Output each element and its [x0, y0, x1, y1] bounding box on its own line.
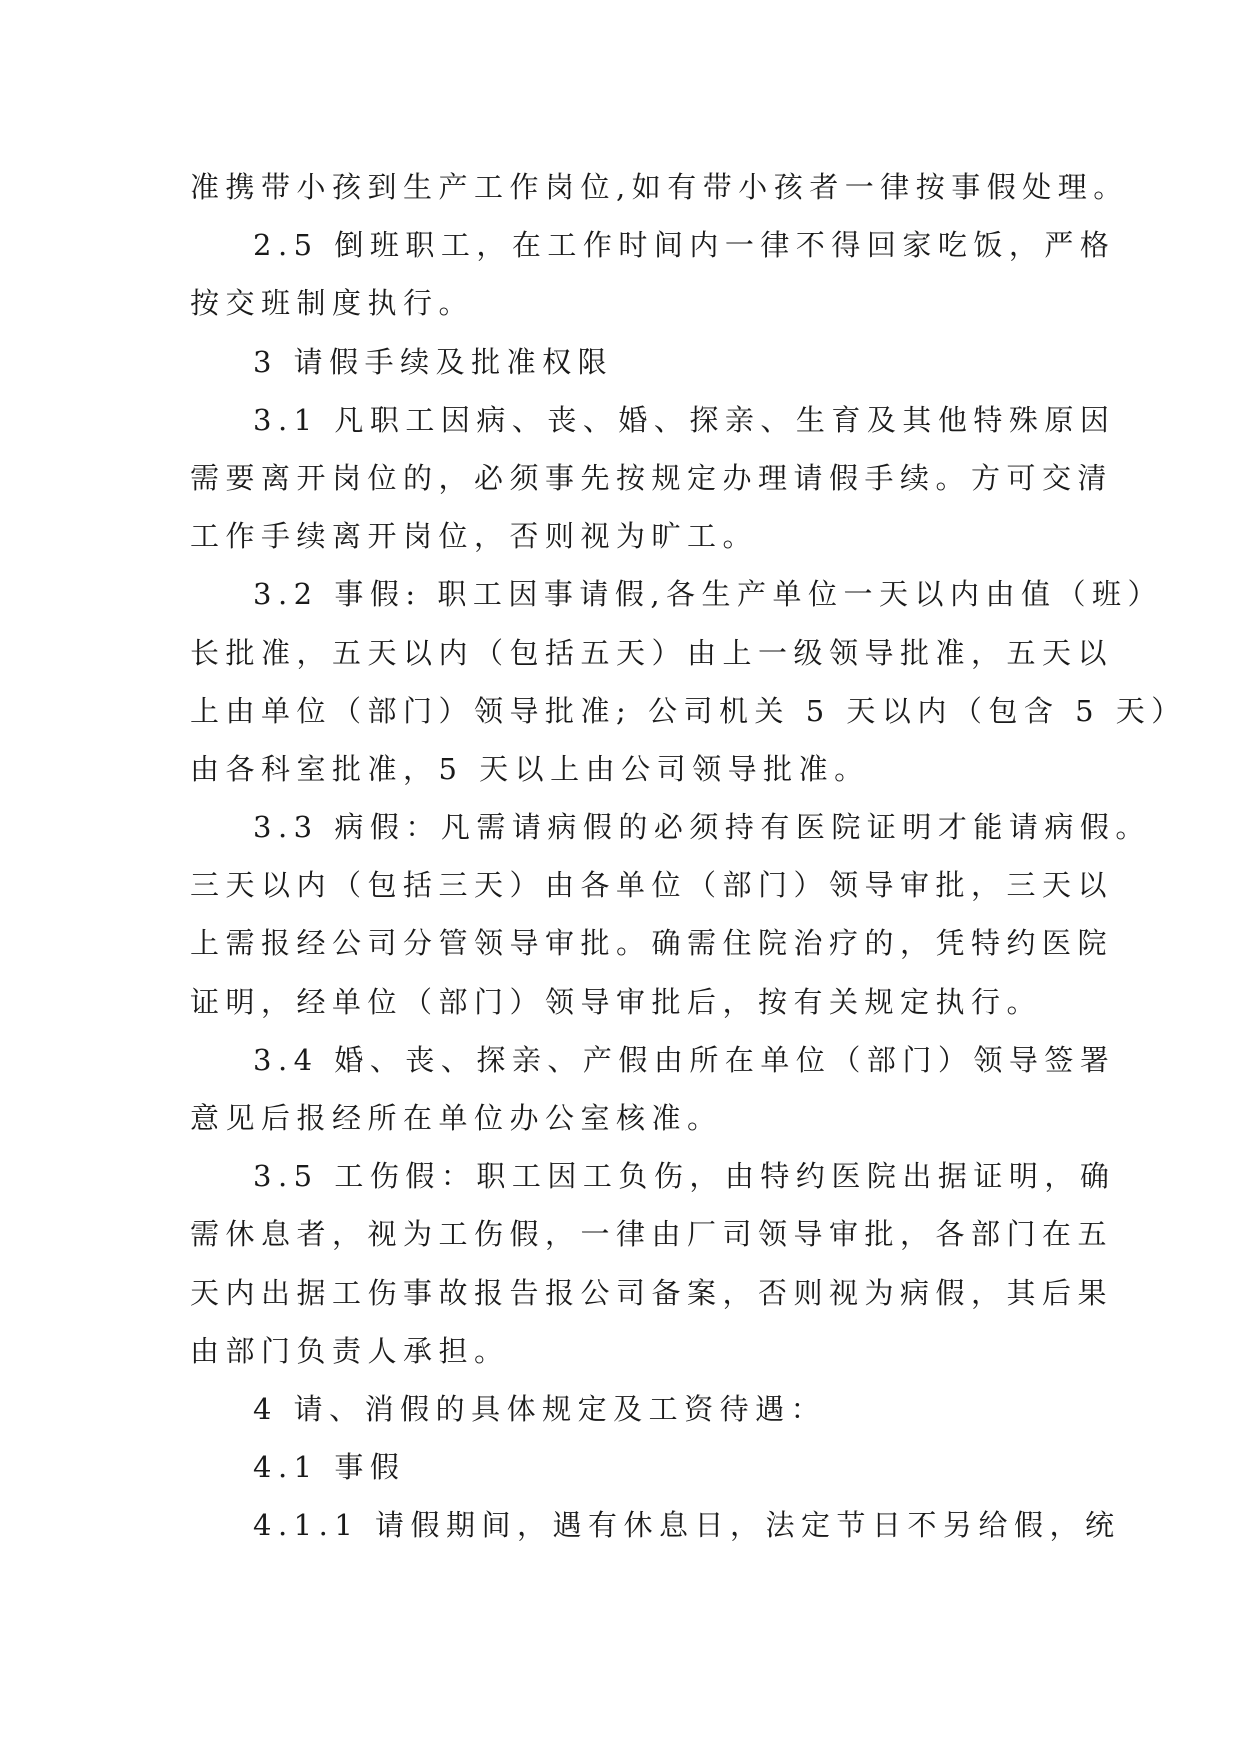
text-line-5: 3.1 凡职工因病、丧、婚、探亲、生育及其他特殊原因	[253, 402, 1116, 437]
text-line-1: 准携带小孩到生产工作岗位,如有带小孩者一律按事假处理。	[190, 170, 1129, 204]
text-line-18: 3.5 工伤假：职工因工负伤，由特约医院出据证明，确	[253, 1159, 1116, 1194]
section-heading-4-1: 4.1 事假	[253, 1450, 406, 1485]
text-line-12: 3.3 病假：凡需请病假的必须持有医院证明才能请病假。	[253, 810, 1151, 845]
text-line-10: 上由单位（部门）领导批准; 公司机关 5 天以内（包含 5 天）	[190, 693, 1187, 728]
document-body	[190, 158, 1187, 1555]
text-line-24: 4.1.1 请假期间，遇有休息日，法定节日不另给假，统	[253, 1508, 1121, 1543]
section-heading-4: 4 请、消假的具体规定及工资待遇：	[253, 1391, 827, 1426]
section-heading-3: 3 请假手续及批准权限	[253, 344, 614, 379]
text-line-16: 3.4 婚、丧、探亲、产假由所在单位（部门）领导签署	[253, 1042, 1116, 1077]
text-line-21: 由部门负责人承担。	[190, 1333, 510, 1368]
text-line-14: 上需报经公司分管领导审批。确需住院治疗的，凭特约医院	[190, 926, 1114, 961]
text-line-3: 按交班制度执行。	[190, 286, 475, 321]
text-line-9: 长批准，五天以内（包括五天）由上一级领导批准，五天以	[190, 635, 1114, 670]
text-line-15: 证明，经单位（部门）领导审批后，按有关规定执行。	[190, 984, 1043, 1019]
text-line-17: 意见后报经所在单位办公室核准。	[190, 1101, 723, 1135]
text-line-11: 由各科室批准，5 天以上由公司领导批准。	[190, 751, 870, 786]
text-line-6: 需要离开岗位的，必须事先按规定办理请假手续。方可交清	[190, 460, 1114, 495]
text-line-13: 三天以内（包括三天）由各单位（部门）领导审批，三天以	[190, 868, 1114, 903]
text-line-19: 需休息者，视为工伤假，一律由厂司领导审批，各部门在五	[190, 1217, 1114, 1252]
text-line-20: 天内出据工伤事故报告报公司备案，否则视为病假，其后果	[190, 1275, 1114, 1310]
text-line-8: 3.2 事假: 职工因事请假,各生产单位一天以内由值（班）	[253, 577, 1164, 612]
text-line-7: 工作手续离开岗位，否则视为旷工。	[190, 519, 759, 554]
text-line-2: 2.5 倒班职工，在工作时间内一律不得回家吃饭，严格	[253, 228, 1116, 263]
